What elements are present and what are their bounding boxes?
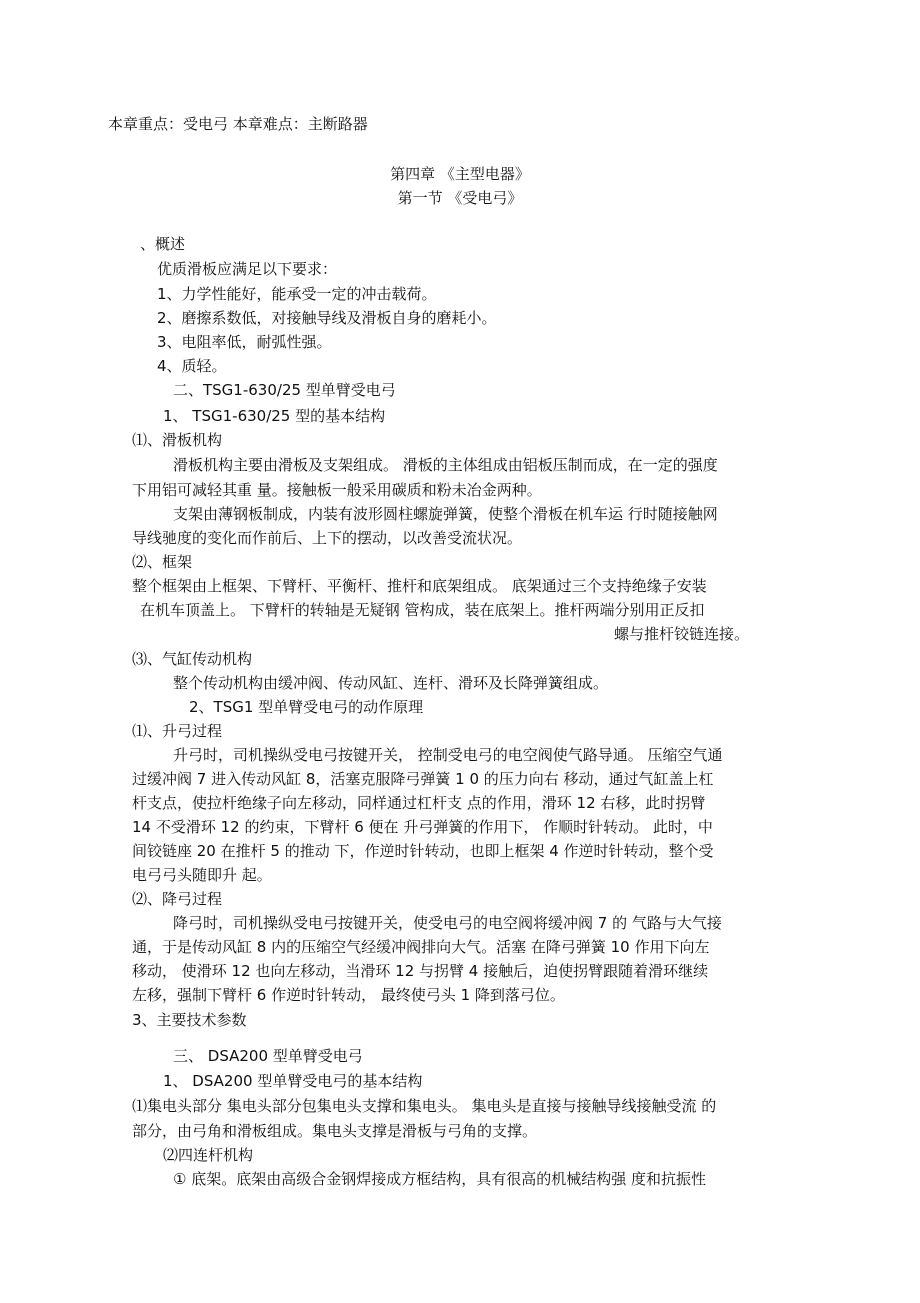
paragraph-line: 杆支点，使拉杆绝缘子向左移动，同样通过杠杆支 点的作用，滑环 12 右移，此时拐臂 xyxy=(132,794,706,812)
paragraph-line: 滑板机构主要由滑板及支架组成。 滑板的主体组成由铝板压制而成，在一定的强度 xyxy=(173,456,718,474)
paragraph-line: 部分，由弓角和滑板组成。集电头支撑是滑板与弓角的支撑。 xyxy=(132,1122,538,1140)
section-title: 第一节 《受电弓》 xyxy=(397,189,523,207)
requirement-item: 1、力学性能好，能承受一定的冲击载荷。 xyxy=(157,285,437,303)
paragraph-line: 整个传动机构由缓冲阀、传动风缸、连杆、滑环及长降弹簧组成。 xyxy=(173,674,609,692)
paragraph-line: 降弓时，司机操纵受电弓按键开关，使受电弓的电空阀将缓冲阀 7 的 气路与大气接 xyxy=(173,914,722,932)
requirement-item: 4、质轻。 xyxy=(157,357,227,375)
slide-mechanism-heading: ⑴、滑板机构 xyxy=(132,431,223,449)
frame-heading: ⑵、框架 xyxy=(132,553,193,571)
paragraph-line: 支架由薄钢板制成，内装有波形圆柱螺旋弹簧，使整个滑板在机车运 行时随接触网 xyxy=(173,505,718,523)
overview-intro: 优质滑板应满足以下要求： xyxy=(157,260,338,278)
paragraph-line: 在机车顶盖上。 下臂杆的转轴是无疑钢 管构成，装在底架上。推杆两端分别用正反扣 xyxy=(140,601,705,619)
linkage-heading: ⑵四连杆机构 xyxy=(163,1146,254,1164)
tech-params-heading: 3、主要技术参数 xyxy=(132,1011,247,1029)
paragraph-line: 整个框架由上框架、下臂杆、平衡杆、推杆和底架组成。 底架通过三个支持绝缘子安装 xyxy=(132,577,707,595)
paragraph-line: 导线驰度的变化而作前后、上下的摆动，以改善受流状况。 xyxy=(132,529,523,547)
paragraph-line: ① 底架。底架由高级合金钢焊接成方框结构，具有很高的机械结构强 度和抗振性 xyxy=(173,1170,706,1188)
raise-process-heading: ⑴、升弓过程 xyxy=(132,722,223,740)
tsg-structure-heading: 1、 TSG1-630/25 型的基本结构 xyxy=(163,407,386,425)
requirement-item: 3、电阻率低，耐弧性强。 xyxy=(157,333,332,351)
paragraph-line: 左移，强制下臂杆 6 作逆时针转动， 最终使弓头 1 降到落弓位。 xyxy=(132,986,565,1004)
paragraph-line: 电弓弓头随即升 起。 xyxy=(132,866,272,884)
paragraph-line: 14 不受滑环 12 的约束，下臂杆 6 便在 升弓弹簧的作用下， 作顺时针转动。 此时，中 xyxy=(132,818,713,836)
chapter-focus-line: 本章重点：受电弓 本章难点：主断路器 xyxy=(108,115,368,133)
cylinder-heading: ⑶、气缸传动机构 xyxy=(132,650,253,668)
dsa-structure-heading: 1、 DSA200 型单臂受电弓的基本结构 xyxy=(163,1072,423,1090)
paragraph-line: 升弓时，司机操纵受电弓按键开关， 控制受电弓的电空阀使气路导通。 压缩空气通 xyxy=(173,746,723,764)
chapter-title: 第四章 《主型电器》 xyxy=(390,165,530,183)
overview-heading: 、概述 xyxy=(140,235,186,253)
paragraph-line: 通，于是传动风缸 8 内的压缩空气经缓冲阀排向大气。活塞 在降弓弹簧 10 作用下向左 xyxy=(132,938,710,956)
paragraph-line: 螺与推杆铰链连接。 xyxy=(614,625,750,643)
requirement-item: 2、磨擦系数低，对接触导线及滑板自身的磨耗小。 xyxy=(157,309,497,327)
paragraph-line: 过缓冲阀 7 进入传动风缸 8，活塞克服降弓弹簧 1 0 的压力向右 移动，通过气缸盖上杠 xyxy=(132,770,714,788)
paragraph-line: ⑴集电头部分 集电头部分包集电头支撑和集电头。 集电头是直接与接触导线接触受流 的 xyxy=(132,1097,717,1115)
paragraph-line: 间铰链座 20 在推杆 5 的推动 下，作逆时针转动，也即上框架 4 作逆时针转动，整个受 xyxy=(132,842,714,860)
paragraph-line: 移动， 使滑环 12 也向左移动，当滑环 12 与拐臂 4 接触后，迫使拐臂跟随着滑环继续 xyxy=(132,962,709,980)
paragraph-line: 下用铝可减轻其重 量。接触板一般采用碳质和粉未冶金两种。 xyxy=(132,481,542,499)
tsg-section-heading: 二、TSG1-630/25 型单臂受电弓 xyxy=(173,381,396,399)
lower-process-heading: ⑵、降弓过程 xyxy=(132,890,223,908)
dsa-section-heading: 三、 DSA200 型单臂受电弓 xyxy=(173,1047,363,1065)
tsg-principle-heading: 2、TSG1 型单臂受电弓的动作原理 xyxy=(189,698,424,716)
